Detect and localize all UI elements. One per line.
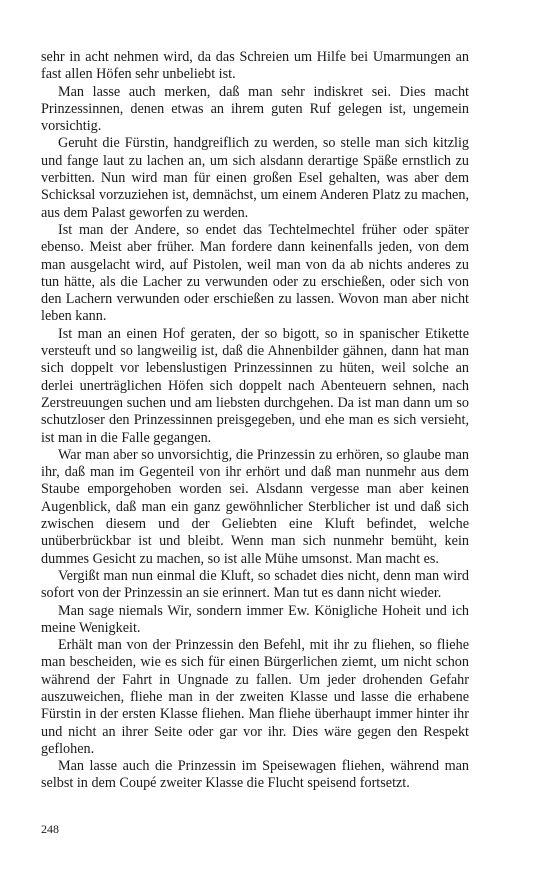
paragraph-anrede: Man sage niemals Wir, sondern immer Ew. Königliche Hoheit und ich meine Wenigkeit. [41, 602, 469, 636]
page-number: 248 [41, 822, 59, 836]
paragraph-kluft: Vergißt man nun einmal die Kluft, so schadet dies nicht, denn man wird sofort von der Prinzessin an sie erinnert. Man tut es dann nicht wieder. [41, 567, 469, 602]
page-body [41, 49, 469, 793]
paragraph-fuerstin: Geruht die Fürstin, handgreiflich zu werden, so stelle man sich kitzlig und fange laut zu lachen an, um sich alsdann derartige Späße ernstlich zu verbitten. Nun wird man für einen großen Esel gehalten, was aber dem Schicksal vorzuziehen ist, demnächst, um einem Anderen Platz zu machen, aus dem Palast geworfen zu werden. [41, 135, 469, 221]
paragraph-continued: sehr in acht nehmen wird, da das Schreien um Hilfe bei Umarmungen an fast allen Höfen sehr unbeliebt ist. [41, 49, 469, 83]
paragraph-speisewagen: Man lasse auch die Prinzessin im Speisewagen fliehen, während man selbst in dem Coupé zweiter Klasse die Flucht speisend fortsetzt. [41, 758, 469, 792]
paragraph-erhoeren: War man aber so unvorsichtig, die Prinzessin zu erhören, so glaube man ihr, daß man im Gegenteil von ihr erhört und daß man nunmehr aus dem Staube emporgehoben worden sei. Alsdann vergesse man aber keinen Augenblick, daß man ein ganz gewöhnlicher Sterblicher ist und daß sich zwischen diesem und der Geliebten eine Kluft befindet, welche unüberbrückbar ist und bleibt. Wenn man sich nunmehr bemüht, kein dummes Gesicht zu machen, so ist alle Mühe umsonst. Man macht es. [41, 446, 469, 567]
paragraph-fliehen: Erhält man von der Prinzessin den Befehl, mit ihr zu fliehen, so fliehe man bescheiden, wie es sich für einen Bürgerlichen ziemt, um nicht schon während der Fahrt in Ungnade zu fallen. Um jeder drohenden Gefahr auszuweichen, fliehe man in der zweiten Klasse und lasse die erhabene Fürstin in der ersten Klasse fliehen. Man fliehe überhaupt immer hinter ihr und nicht an ihrer Seite oder gar vor ihr. Dies wäre gegen den Respekt geflohen. [41, 637, 469, 757]
paragraph-indiskret: Man lasse auch merken, daß man sehr indiskret sei. Dies macht Prinzessinnen, denen etwas an ihrem guten Ruf gelegen ist, ungemein vorsichtig. [41, 83, 469, 135]
paragraph-der-andere: Ist man der Andere, so endet das Techtelmechtel früher oder später ebenso. Meist aber früher. Man fordere dann keinenfalls jeden, von dem man ausgelacht wird, auf Pistolen, weil man von da ab nichts anderes zu tun hätte, als die Lacher zu verwunden oder zu erschießen, oder sich von den Lachern verwunden oder erschießen zu lassen. Wovon man aber nicht leben kann. [41, 221, 469, 325]
paragraph-bigotter-hof: Ist man an einen Hof geraten, der so bigott, so in spanischer Etikette versteuft und so langweilig ist, daß die Ahnenbilder gähnen, dann hat man sich doppelt vor lebenslustigen Prinzessinnen zu hüten, weil solche an derlei unerträglichen Höfen sich doppelt nach Abenteuern sehnen, nach Zerstreuungen suchen und am liebsten durchgehen. Da ist man dann um so schutzloser den Prinzessinnen preisgegeben, und ehe man es sich versieht, ist man in die Falle gegangen. [41, 325, 469, 446]
